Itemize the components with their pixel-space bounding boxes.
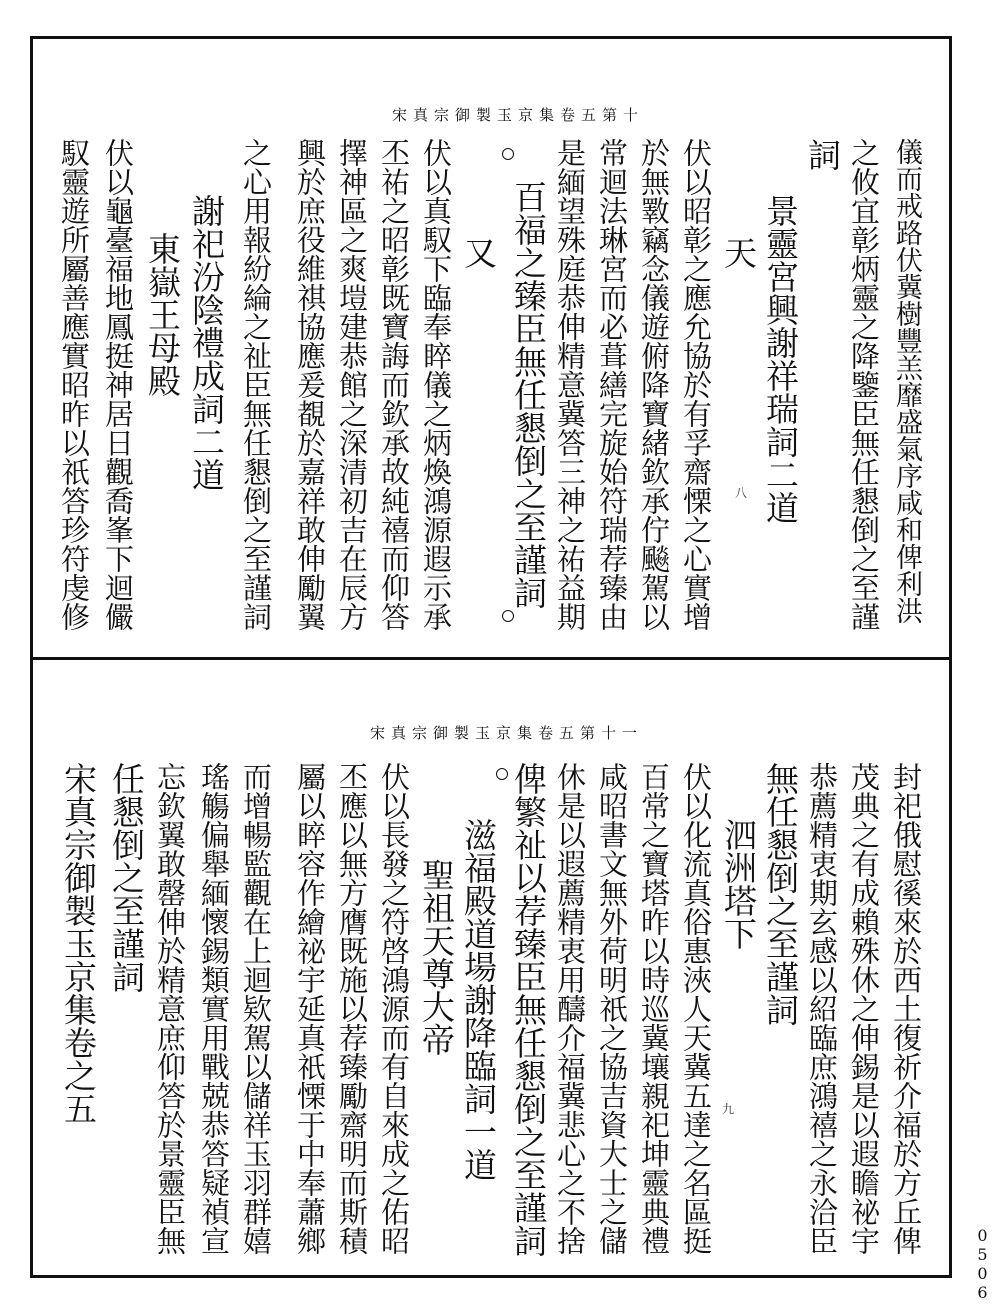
lower-column: 宋真宗御製玉京集卷之五	[59, 762, 98, 1125]
upper-column: 之攸宜彰炳靈之降鑒臣無任懇倒之至謹	[847, 138, 881, 631]
upper-circle-mark-top	[502, 148, 514, 160]
upper-column: 伏以昭彰之應允協於有孚齋慄之心實增	[679, 138, 713, 631]
page-number: 0506	[973, 1226, 992, 1302]
lower-column: 瑤觴偏舉緬懷錫類實用戰兢恭答疑禎宣	[197, 762, 231, 1255]
upper-column: 擇神區之爽塏建恭館之深清初吉在辰方	[335, 138, 369, 631]
lower-column: 屬以睟容作繪祕宇延真祇慄于中奉蕭鄉	[293, 762, 327, 1255]
upper-column: 之心用報紛綸之祉臣無任懇倒之至謹詞	[239, 138, 273, 631]
lower-column: 忘欽翼敢罄伸於精意庶仰答於景靈臣無	[153, 762, 187, 1255]
upper-header-text: 宋真宗御製玉京集卷五第十	[392, 106, 645, 124]
upper-column: 常迴法琳宮而必葺繕完旋始符瑞荐臻由	[595, 138, 629, 631]
lower-column: 聖祖天尊大帝	[417, 858, 456, 1056]
upper-column: 又	[459, 236, 498, 269]
lower-column: 無任懇倒之至謹詞	[761, 762, 800, 1026]
lower-circle-mark-top	[496, 768, 508, 780]
lower-column: 泗洲塔下	[719, 818, 758, 950]
upper-column: 天	[719, 236, 758, 269]
upper-column: 詞	[803, 138, 842, 171]
lower-column: 茂典之有成賴殊休之伸錫是以遐瞻祕宇	[847, 762, 881, 1255]
lower-running-header	[370, 722, 643, 743]
lower-column: 伏以化流真俗惠浹人天冀五達之名區挺	[679, 762, 713, 1255]
upper-column: 景靈宮興謝祥瑞詞二道	[761, 194, 800, 524]
upper-running-header	[392, 104, 644, 125]
lower-column: 任懇倒之至謹詞	[107, 762, 146, 993]
lower-column: 咸昭書文無外荷明祇之協吉資大士之儲	[595, 762, 629, 1255]
lower-column: 伏以長發之符啓鴻源而有自來成之佑昭	[377, 762, 411, 1255]
upper-column: 百福之臻臣無任懇倒之至謹詞	[509, 180, 548, 609]
lower-column: 百常之寶塔昨以時巡冀壤親祀坤靈典禮	[637, 762, 671, 1255]
page-divider	[30, 657, 952, 660]
lower-column: 休是以遐薦精衷用醻介福冀悲心之不捨	[553, 762, 587, 1255]
lower-column: 俾繁祉以荐臻臣無任懇倒之至謹詞	[509, 762, 548, 1257]
lower-folio-mark: 九	[722, 1102, 735, 1116]
lower-header-text: 宋真宗御製玉京集卷五第十一	[370, 724, 644, 742]
upper-column: 丕祐之昭彰既寶誨而欽承故純禧而仰答	[377, 138, 411, 631]
upper-column: 於無斁竊念儀遊俯降寶緒欽承佇飈駕以	[637, 138, 671, 631]
lower-column: 而增暢監觀在上迴欵駕以儲祥玉羽群嬉	[239, 762, 273, 1255]
lower-column: 丕應以無方膺既施以荐臻勵齋明而斯積	[335, 762, 369, 1255]
lower-column: 滋福殿道場謝降臨詞一道	[459, 818, 498, 1181]
upper-column: 伏以龜臺福地鳳挺神居日觀喬峯下迴儼	[101, 138, 135, 631]
upper-folio-mark: 八	[735, 486, 748, 500]
lower-column: 封祀俄慰徯來於西土復祈介福於方丘俾	[889, 762, 923, 1255]
upper-circle-mark-bottom	[502, 610, 514, 622]
upper-column: 伏以真馭下臨奉睟儀之炳煥鴻源遐示承	[419, 138, 453, 631]
upper-column: 東嶽王母殿	[143, 232, 182, 397]
upper-column: 馭靈遊所屬善應實昭昨以祇答珍符虔修	[57, 138, 91, 631]
upper-column: 儀而戒路伏冀樹豐羔靡盛氣序咸和俾利洪	[891, 138, 922, 624]
lower-column: 恭薦精衷期玄感以紹臨庶鴻禧之永洽臣	[805, 762, 839, 1255]
upper-column: 興於庶役維祺協應爰覩於嘉祥敢伸勵翼	[293, 138, 327, 631]
upper-column: 是緬望殊庭恭伸精意冀答三神之祐益期	[553, 138, 587, 631]
upper-column: 謝祀汾陰禮成詞二道	[187, 194, 226, 491]
